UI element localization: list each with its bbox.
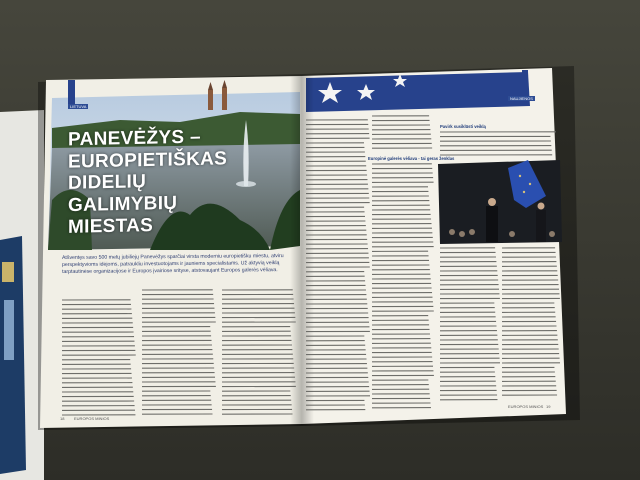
church-tower: [208, 90, 213, 110]
column-heading: Europinė galerės vėliava - tai geras ženklas: [368, 156, 455, 161]
person: [536, 210, 546, 242]
sidebar-heading: Pavirk susiklūsti veiklą: [440, 124, 486, 129]
left-blue-marker: [68, 80, 75, 104]
right-page-number: 19: [546, 404, 551, 409]
left-footer: EUROPOS MINIOS: [74, 416, 110, 421]
headline-line-2: EUROPIETIŠKAS: [68, 148, 228, 173]
cover-detail: [4, 300, 14, 360]
right-page: [302, 68, 566, 424]
eu-flag-band: [306, 72, 530, 112]
church-tower: [222, 88, 227, 110]
right-footer: EUROPOS MINIOS: [508, 404, 544, 409]
section-tag-right: NAUJIENOS: [510, 96, 533, 101]
intro-paragraph: Atšventęs savo 500 metų jubiliejų Panevėžys sparčiai virsta moderniu europietišku miestu, atviru perspektyvioms idėjoms, patraukliu investuotojams ir jauniems specialistams. Už aktyvią veiklą tarptautinėse organizacijose ir Europos įvairiose srityse, atstovaujant Europos galerės vėliava.: [61, 253, 284, 276]
cover-detail: [2, 262, 14, 282]
left-page-number: 18: [60, 416, 65, 421]
section-tag-left: LIETUVA: [70, 104, 87, 109]
headline-line-1: PANEVĖŽYS –: [68, 126, 201, 151]
headline-line-5: MIESTAS: [68, 215, 154, 238]
headline-line-3: DIDELIŲ: [68, 171, 147, 194]
right-blue-marker: [522, 70, 528, 96]
headline-line-4: GALIMYBIŲ: [68, 192, 178, 217]
person: [486, 206, 498, 242]
